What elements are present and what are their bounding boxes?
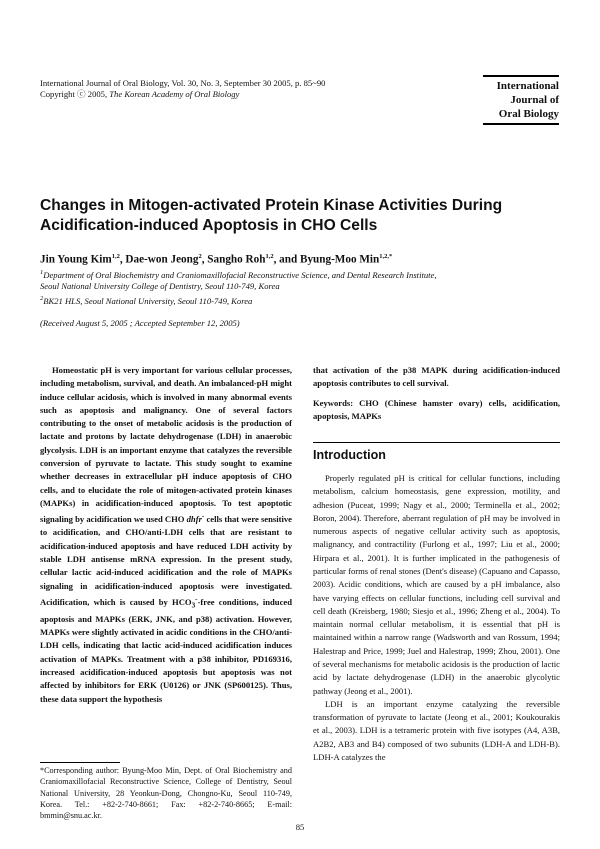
footnote-divider xyxy=(40,762,120,763)
affiliation-1 xyxy=(40,267,560,281)
title-line-2: Acidification-induced Apoptosis in CHO Cells xyxy=(40,217,378,234)
section-divider xyxy=(313,442,560,443)
brand-line: International xyxy=(496,80,559,92)
abstract-paragraph xyxy=(40,364,292,706)
author-name: Jin Young Kim xyxy=(40,253,112,266)
author-list xyxy=(40,253,392,266)
author-affiliation-mark: 1,2 xyxy=(111,253,120,260)
gene-name: dhfr xyxy=(186,514,202,525)
copyright-line xyxy=(40,89,239,100)
journal-brand xyxy=(483,75,559,125)
abstract-text: Homeostatic pH is very important for various cellular processes, including metabolism, survival, and death. An imbalanced-pH might induce cellular acidosis, which is involved in many abnormal events such as apoptosis and malignancy. One of several factors contributing to the onset of metabolic acidosis is the production of lactate and protons by lactate dehydrogenase (LDH) in anaerobic glycolysis. LDH is an important enzyme that catalyzes the reversible conversion of pyruvate to lactate. This study sought to examine whether decreases in extracellular pH induce apoptosis of CHO cells, and to elucidate the role of mitogen-activated protein kinases (MAPKs) in acidification-induced apoptosis. To test apoptotic signaling by acidification we used CHO xyxy=(40,365,292,525)
affiliation-text: Department of Oral Biochemistry and Craniomaxillofacial Reconstructive Science, and Dental Research Institute, xyxy=(43,269,437,280)
abstract xyxy=(40,364,292,706)
brand-line: Oral Biology xyxy=(498,108,559,120)
copyright-year: 2005, xyxy=(87,89,108,99)
page-number: 85 xyxy=(295,822,305,832)
keywords: Keywords: CHO (Chinese hamster ovary) cells, acidification, apoptosis, MAPKs xyxy=(313,398,560,422)
author-name: , Sangho Roh xyxy=(201,253,266,266)
affiliation-text: BK21 HLS, Seoul National University, Seoul 110-749, Korea xyxy=(43,295,253,306)
author-name: , and Byung-Moo Min xyxy=(273,253,380,266)
copyright-label: Copyright xyxy=(40,89,75,99)
author-affiliation-mark: 1,2,* xyxy=(379,253,393,260)
abstract-continued: that activation of the p38 MAPK during acidification-induced apoptosis contributes to cell survival. xyxy=(313,365,560,389)
author-affiliation-mark: 1,2 xyxy=(265,253,274,260)
superscript: - xyxy=(201,512,205,521)
journal-citation: International Journal of Oral Biology, Vol. 30, No. 3, September 30 2005, p. 85~90 xyxy=(40,78,326,88)
introduction-body xyxy=(313,472,560,764)
author-name: , Dae-won Jeong xyxy=(119,253,199,266)
superscript: - xyxy=(195,594,198,603)
affiliation-1-cont: Seoul National University College of Dentistry, Seoul 110-749, Korea xyxy=(40,281,280,292)
brand-line: Journal of xyxy=(510,94,559,106)
affiliation-2 xyxy=(40,293,560,307)
author-affiliation-mark: 2 xyxy=(198,253,202,260)
intro-paragraph-2: LDH is an important enzyme catalyzing the reversible transformation of pyruvate to lactate (Jeong et al., 2001; Koukourakis et al., 2003). LDH is a tetrameric protein with five isotypes (A4, A3B, A2B2, AB3 and B4) composed of two subunits (LDH-A and LDH-B). LDH-A catalyzes the xyxy=(313,698,560,762)
corresponding-author-note: *Corresponding author: Byung-Moo Min, Dept. of Oral Biochemistry and Craniomaxillofacial Reconstructive Science, College of Dentistry, Seoul National University, 28 Yeonkun-Dong, Chongno-Ku, Seoul 110-749, Korea. Tel.: +82-2-740-8661; Fax: +82-2-740-8665; E-mail: bmmin@snu.ac.kr. xyxy=(40,766,292,821)
title-line-1: Changes in Mitogen-activated Protein Kinase Activities During xyxy=(40,197,503,214)
affiliation-mark: 2 xyxy=(40,294,44,302)
subscript: 3 xyxy=(191,601,196,610)
copyright-org: The Korean Academy of Oral Biology xyxy=(109,89,240,99)
affiliations xyxy=(40,267,560,307)
abstract-text: -free conditions, induced apoptosis and MAPKs (ERK, JNK, and p38) activation. However, MAPKs were slightly activated in acidic conditions in the CHO/anti-LDH cells, indicating that lactic acid-induced acidification induces activation of MAPKs. Treatment with a p38 inhibitor, PD169316, increased acidification-induced apoptosis but apoptosis was not affected by inhibitors for ERK (U0126) or JNK (SP600125). Thus, these data support the hypothesis xyxy=(40,596,292,704)
affiliation-mark: 1 xyxy=(40,269,44,276)
abstract-text: cells that were sensitive to acidification, and CHO/anti-LDH cells that are resistant to acidification-induced apoptosis and have reduced LDH activity by stable LDH antisense mRNA expression. In the present study, cellular lactic acid-induced acidification and the role of MAPKs signaling in acidification-induced apoptosis were investigated. Acidification, which is caused by HCO xyxy=(40,514,292,607)
received-dates: (Received August 5, 2005 ; Accepted September 12, 2005) xyxy=(40,318,240,328)
copyright-icon: ⓒ xyxy=(77,89,86,99)
intro-paragraph-1: Properly regulated pH is critical for cellular functions, including metabolism, calcium homeostasis, gene expression, motility, and adhesion (Puceat, 1999; Nagy et al., 2000; Terminella et al., 2002; Boron, 2004). Therefore, aberrant regulation of pH may be involved in numerous aspects of negative cellular activity such as apoptosis, malignancy, and contractility (Furlong et al., 1997; Liu et al., 2000; Hirpara et al., 2001). It is further implicated in the pathogenesis of particular forms of renal stones (Dent's disease) (Capuano and Capasso, 2003). Acidic conditions, which are caused by a pH imbalance, also have varying effects on cellular functions, including cell survival and cell death (Kreisberg, 1980; Siesjo et al., 1996; Zheng et al., 2004). To maintain normal cellular metabolism, it is essential that pH is maintained within a narrow range (Wadsworth and van Rossum, 1994; Halestrap and Price, 1999; Juel and Halestrap, 1999; Zhou, 2001). One of several mechanisms for metabolic acidosis is the production of lactic acid by lactate dehydrogenase (LDH) in the anaerobic glycolytic pathway (Jeong et al., 2001). xyxy=(313,473,560,696)
article-title xyxy=(40,196,560,236)
section-heading: Introduction xyxy=(313,448,386,462)
